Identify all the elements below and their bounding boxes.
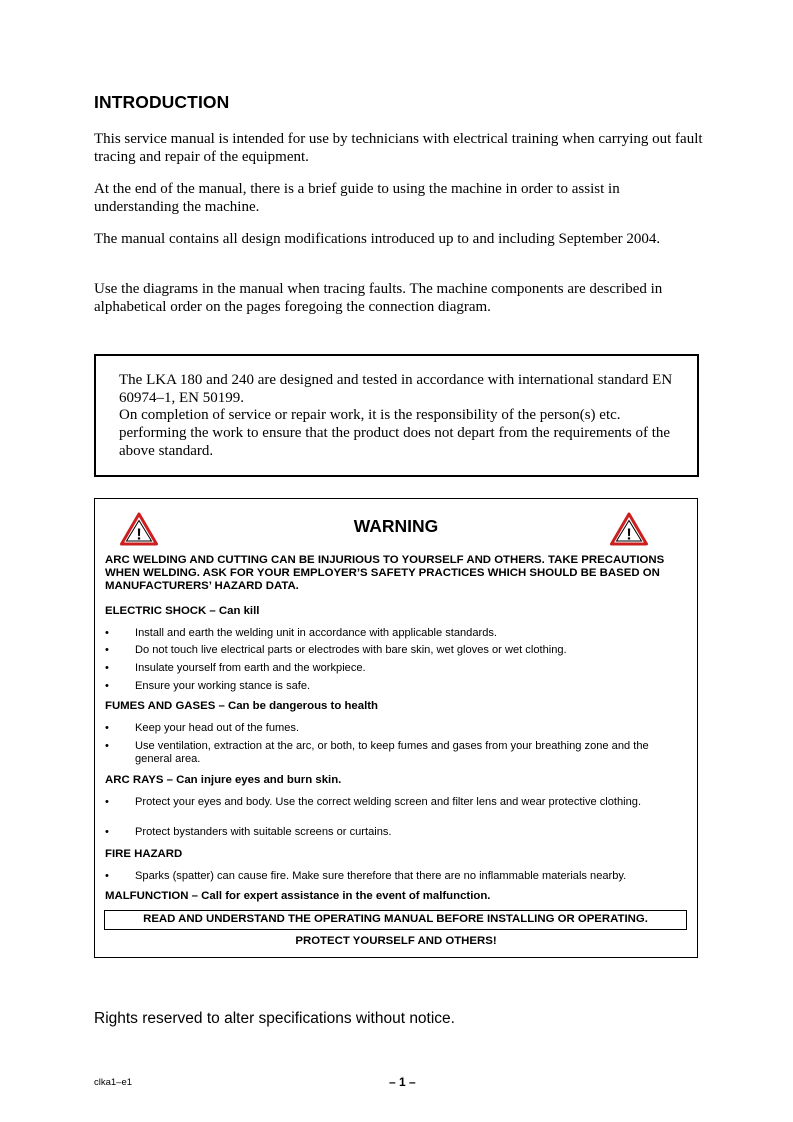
intro-paragraph: This service manual is intended for use by technicians with electrical training when carrying out fault tracing and repair of the equipment. xyxy=(94,131,703,165)
fire-hazard-heading: FIRE HAZARD xyxy=(105,848,183,860)
warning-list-item xyxy=(105,644,685,657)
bullet: • xyxy=(105,662,109,674)
bullet: • xyxy=(105,826,109,838)
malfunction-heading: MALFUNCTION – Call for expert assistance in the event of malfunction. xyxy=(105,890,491,902)
warning-list-text: Sparks (spatter) can cause fire. Make sure therefore that there are no inflammable materials nearby. xyxy=(135,870,627,882)
warning-icon-symbol: ! xyxy=(626,526,632,544)
arc-rays-heading: ARC RAYS – Can injure eyes and burn skin. xyxy=(105,774,342,786)
warning-list-item xyxy=(105,662,685,675)
warning-list-text: Keep your head out of the fumes. xyxy=(135,722,300,734)
warning-intro: ARC WELDING AND CUTTING CAN BE INJURIOUS TO YOURSELF AND OTHERS. TAKE PRECAUTIONS WHEN WELDING. ASK FOR YOUR EMPLOYER’S SAFETY PRACTICES WHICH SHOULD BE BASED ON MANUFACTURERS’ HAZARD DATA. xyxy=(105,554,665,592)
warning-box xyxy=(94,498,698,958)
standard-notice-text xyxy=(119,372,679,461)
standard-notice-line: The LKA 180 and 240 are designed and tested in accordance with international standard EN 60974–1, EN 50199. xyxy=(119,372,673,406)
warning-list-item xyxy=(105,722,685,735)
bullet: • xyxy=(105,722,109,734)
warning-list-item xyxy=(105,627,685,640)
warning-list-text: Ensure your working stance is safe. xyxy=(135,680,311,692)
document-id: clka1–e1 xyxy=(94,1077,133,1088)
warning-list-item xyxy=(105,740,685,767)
intro-paragraph: At the end of the manual, there is a brief guide to using the machine in order to assist in understanding the machine. xyxy=(94,181,620,215)
warning-list-text: Install and earth the welding unit in accordance with applicable standards. xyxy=(135,627,498,639)
intro-paragraph: The manual contains all design modifications introduced up to and including September 2004. xyxy=(94,231,661,247)
bullet: • xyxy=(105,627,109,639)
standard-notice-box xyxy=(94,354,699,477)
bullet: • xyxy=(105,680,109,692)
warning-list-item xyxy=(105,796,685,809)
warning-list-text: Insulate yourself from earth and the workpiece. xyxy=(135,662,366,674)
warning-triangle-icon xyxy=(610,512,648,546)
read-manual-notice: READ AND UNDERSTAND THE OPERATING MANUAL BEFORE INSTALLING OR OPERATING. xyxy=(104,910,687,930)
warning-list-text: Protect your eyes and body. Use the correct welding screen and filter lens and wear protective clothing. xyxy=(135,796,642,808)
standard-notice-line: On completion of service or repair work, it is the responsibility of the person(s) etc. performing the work to ensure that the product does not depart from the requirements of the above standard. xyxy=(119,407,671,459)
electric-shock-heading: ELECTRIC SHOCK – Can kill xyxy=(105,605,260,617)
warning-list-text: Protect bystanders with suitable screens or curtains. xyxy=(135,826,392,838)
page-title: INTRODUCTION xyxy=(94,92,230,112)
bullet: • xyxy=(105,796,109,808)
warning-list-item xyxy=(105,826,685,839)
fumes-heading: FUMES AND GASES – Can be dangerous to health xyxy=(105,700,378,712)
bullet: • xyxy=(105,870,109,882)
warning-icon-symbol: ! xyxy=(136,526,142,544)
warning-list-text: Do not touch live electrical parts or electrodes with bare skin, wet gloves or wet clothing. xyxy=(135,644,567,656)
warning-title: WARNING xyxy=(353,516,439,536)
bullet: • xyxy=(105,740,109,752)
page-number: – 1 – xyxy=(389,1075,416,1089)
warning-list-item xyxy=(105,680,685,693)
rights-notice: Rights reserved to alter specifications without notice. xyxy=(94,1010,455,1027)
warning-list-item xyxy=(105,870,685,883)
bullet: • xyxy=(105,644,109,656)
warning-list-text: Use ventilation, extraction at the arc, or both, to keep fumes and gases from your breathing zone and the general area. xyxy=(135,740,649,766)
intro-paragraph: Use the diagrams in the manual when tracing faults. The machine components are described in alphabetical order on the pages foregoing the connection diagram. xyxy=(94,281,663,315)
protect-notice: PROTECT YOURSELF AND OTHERS! xyxy=(295,935,497,947)
